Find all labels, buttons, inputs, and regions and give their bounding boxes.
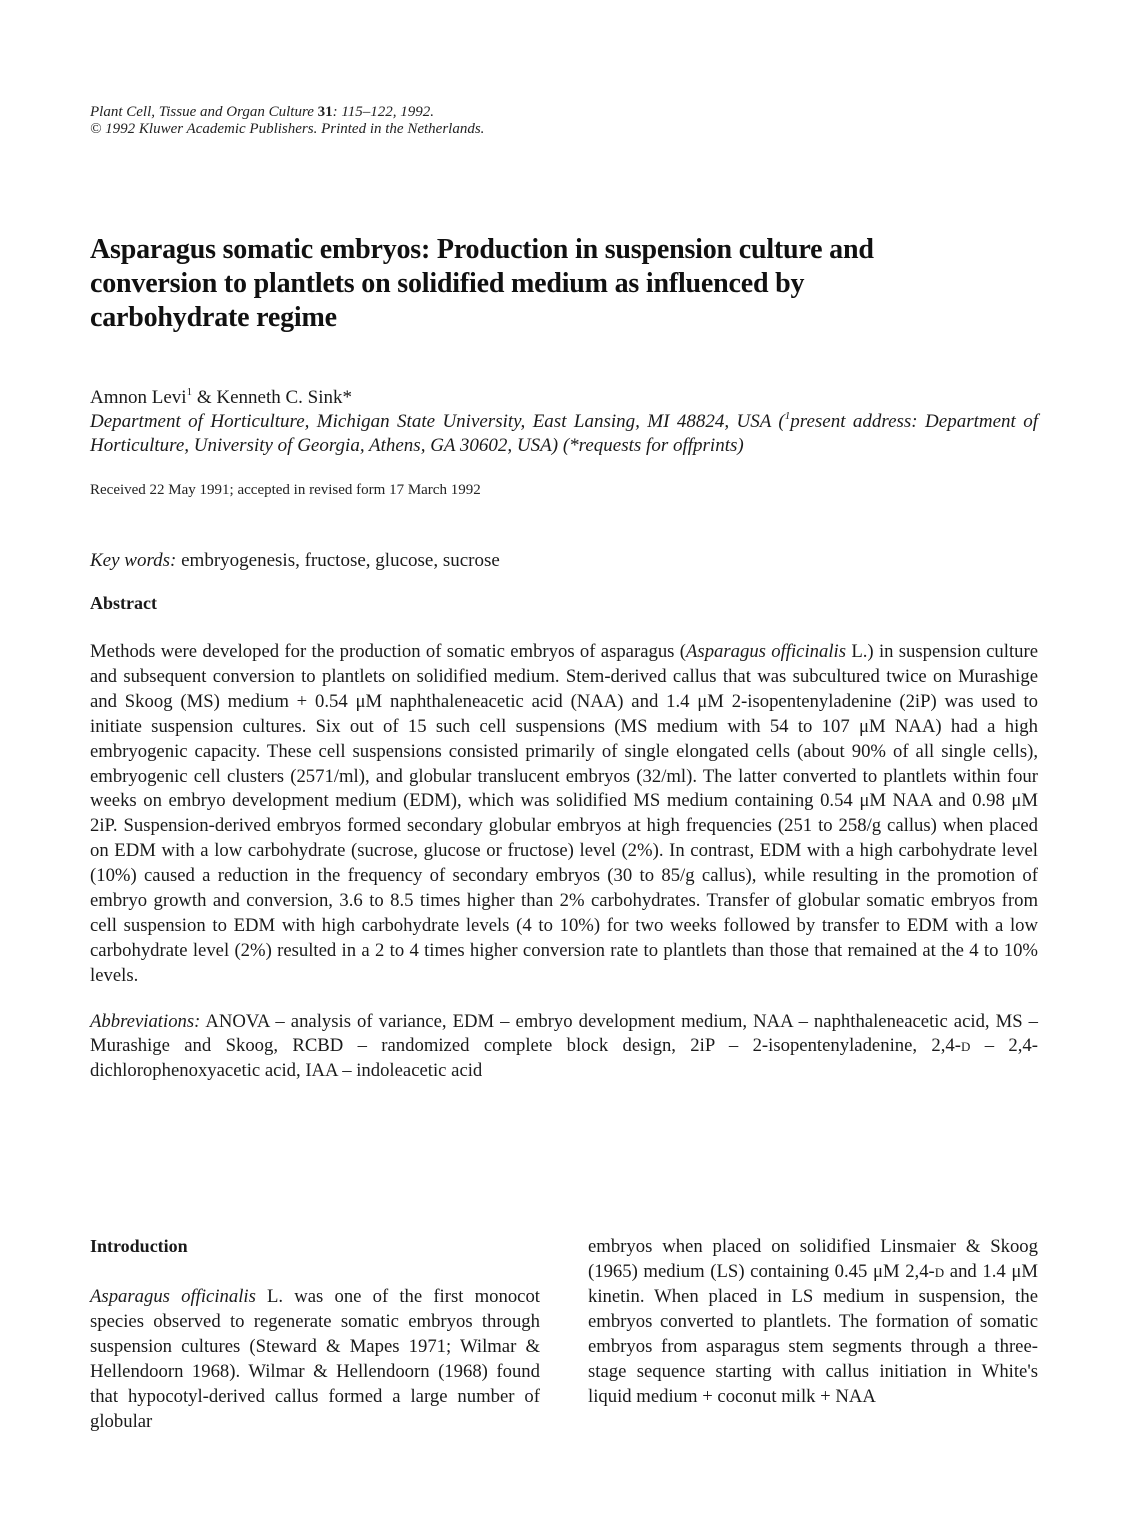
footnote-mark: 1 xyxy=(784,410,791,422)
right-column xyxy=(588,1234,1038,1409)
introduction-paragraph: Asparagus officinalis L. was one of the first monocot species observed to regenerate somatic embryos through suspension cultures (Steward & Mapes 1971; Wilmar & Hellendoorn 1968). Wilmar & Hellendoorn (1968) found that hypocotyl-derived callus formed a large number of globular xyxy=(90,1286,540,1432)
author-name: Amnon Levi xyxy=(90,387,187,408)
article-title: Asparagus somatic embryos: Production in suspension culture and conversion to plantlets on solidified medium as influenced by carbohydrate regime xyxy=(90,234,874,333)
copyright-line: © 1992 Kluwer Academic Publishers. Printed in the Netherlands. xyxy=(90,121,485,137)
abbreviations: Abbreviations: ANOVA – analysis of variance, EDM – embryo development medium, NAA – naphthaleneacetic acid, MS – Murashige and Skoog, RCBD – randomized complete block design, 2iP – 2-isopentenyladenine, 2,4-d – 2,4-dichlorophenoxyacetic acid, IAA – indoleacetic acid xyxy=(90,1010,1038,1081)
journal-volume: 31 xyxy=(317,104,333,120)
author-list: Amnon Levi$^1$ & Kenneth C. Sink* xyxy=(90,386,352,408)
body-columns xyxy=(90,1234,1038,1514)
abstract-text: Methods were developed for the production of somatic embryos of asparagus (Asparagus officinalis L.) in suspension culture and subsequent conversion to plantlets on solidified medium. Stem-derived callus that was subcultured twice on Murashige and Skoog (MS) medium + 0.54 μM naphthaleneacetic acid (NAA) and 1.4 μM 2-isopentenyladenine (2iP) was used to initiate suspension cultures. Six out of 15 such cell suspensions (MS medium with 54 to 107 μM NAA) had a high embryogenic capacity. These cell suspensions consisted primarily of single elongated cells (about 90% of all single cells), embryogenic cell clusters (2571/ml), and globular translucent embryos (32/ml). The latter converted to plantlets within four weeks on embryo development medium (EDM), which was solidified MS medium containing 0.54 μM NAA and 0.98 μM 2iP. Suspension-derived embryos formed secondary globular embryos at high frequencies (251 to 258/g callus) when placed on EDM with a low carbohydrate (sucrose, glucose or fructose) level (2%). In contrast, EDM with a high carbohydrate level (10%) caused a reduction in the frequency of secondary embryos (30 to 85/g callus), while resulting in the promotion of embryo growth and conversion, 3.6 to 8.5 times higher than 2% carbohydrates. Transfer of globular somatic embryos from cell suspension to EDM with high carbohydrate levels (4 to 10%) for two weeks followed by transfer to EDM with a low carbohydrate level (2%) resulted in a 2 to 4 times higher conversion rate to plantlets than those that remained at the 4 to 10% levels. xyxy=(90,641,1038,986)
abstract-heading: Abstract xyxy=(90,593,157,613)
keywords-label: Key words: xyxy=(90,550,177,571)
introduction-heading: Introduction xyxy=(90,1236,188,1256)
introduction-paragraph-continued: embryos when placed on solidified Linsmaier & Skoog (1965) medium (LS) containing 0.45 μM 2,4-d and 1.4 μM kinetin. When placed in LS medium in suspension, the embryos converted to plantlets. The formation of somatic embryos from asparagus stem segments through a three-stage sequence starting with callus initiation in White's liquid medium + coconut milk + NAA xyxy=(588,1236,1038,1407)
affiliation: Department of Horticulture, Michigan State University, East Lansing, MI 48824, USA ($^1$present address: Department of Horticulture, University of Georgia, Athens, GA 30602, USA) (*requests for offprints) xyxy=(90,410,1038,456)
keywords: Key words: embryogenesis, fructose, glucose, sucrose xyxy=(90,550,500,571)
journal-citation: Plant Cell, Tissue and Organ Culture 31: 115–122, 1992. xyxy=(90,104,435,120)
author-name: Kenneth C. Sink* xyxy=(216,387,352,408)
footnote-mark: 1 xyxy=(186,386,193,398)
journal-header xyxy=(90,104,1038,138)
page-content xyxy=(90,104,1038,1083)
species-name: Asparagus officinalis xyxy=(686,641,847,662)
received-dates: Received 22 May 1991; accepted in revised form 17 March 1992 xyxy=(90,482,481,498)
left-column xyxy=(90,1234,540,1434)
abbreviations-label: Abbreviations: xyxy=(90,1010,201,1032)
species-name: Asparagus officinalis xyxy=(90,1286,256,1307)
